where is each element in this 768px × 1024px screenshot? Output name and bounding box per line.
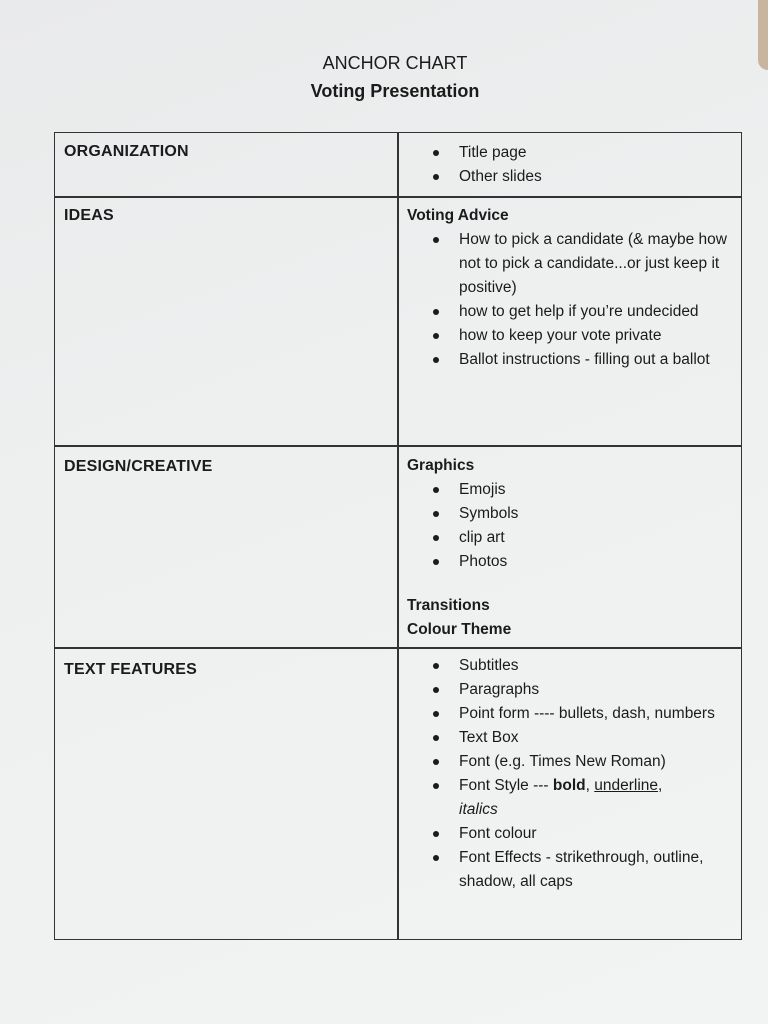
bullet-icon (433, 711, 439, 717)
row-divider (55, 647, 741, 649)
list-item: Emojis (407, 478, 733, 502)
bullet-icon (433, 535, 439, 541)
bullet-icon (433, 735, 439, 741)
bullet-icon (433, 333, 439, 339)
bullet-icon (433, 855, 439, 861)
bullet-icon (433, 687, 439, 693)
bullet-icon (433, 511, 439, 517)
list-item: Point form ---- bullets, dash, numbers (407, 702, 733, 726)
bullet-icon (433, 759, 439, 765)
bullet-icon (433, 487, 439, 493)
list-item: How to pick a candidate (& maybe how not to pick a candidate...or just keep it positive) (407, 228, 733, 300)
chart-subtitle: Voting Presentation (310, 81, 480, 101)
list-item: Font Effects - strikethrough, outline, shadow, all caps (407, 846, 733, 894)
list-item: Font colour (407, 822, 733, 846)
list-item: how to get help if you’re undecided (407, 300, 733, 324)
row-divider (55, 445, 741, 447)
list-item: clip art (407, 526, 733, 550)
chart-title: ANCHOR CHART (322, 53, 468, 73)
list-item: Font (e.g. Times New Roman) (407, 750, 733, 774)
bullet-icon (433, 663, 439, 669)
list-item: Text Box (407, 726, 733, 750)
bullet-icon (433, 150, 439, 156)
colour-theme-heading: Colour Theme (407, 621, 512, 638)
bullet-icon (433, 174, 439, 180)
ideas-content (407, 204, 733, 372)
row-label-design-creative: DESIGN/CREATIVE (64, 458, 213, 475)
bullet-icon (433, 309, 439, 315)
row-label-organization: ORGANIZATION (64, 143, 189, 160)
list-item: Title page (407, 141, 733, 165)
list-item: Ballot instructions - filling out a ballot (407, 348, 733, 372)
row-divider (55, 196, 741, 198)
page-edge (758, 0, 768, 70)
bullet-icon (433, 831, 439, 837)
transitions-heading: Transitions (407, 597, 490, 614)
row-label-text-features: TEXT FEATURES (64, 661, 197, 678)
anchor-table (54, 132, 742, 940)
bullet-icon (433, 559, 439, 565)
list-item: Symbols (407, 502, 733, 526)
list-item: Other slides (407, 165, 733, 189)
text-features-content (407, 654, 733, 894)
bullet-icon (433, 783, 439, 789)
list-item: Subtitles (407, 654, 733, 678)
organization-content (407, 141, 733, 189)
list-item-font-style: Font Style --- bold, underline, italics (407, 774, 733, 822)
bullet-icon (433, 357, 439, 363)
design-content (407, 454, 733, 642)
section-heading: Graphics (407, 457, 475, 474)
list-item: Paragraphs (407, 678, 733, 702)
list-item: how to keep your vote private (407, 324, 733, 348)
row-label-ideas: IDEAS (64, 207, 114, 224)
list-item: Photos (407, 550, 733, 574)
section-heading: Voting Advice (407, 207, 509, 224)
bullet-icon (433, 237, 439, 243)
column-divider (397, 133, 399, 939)
